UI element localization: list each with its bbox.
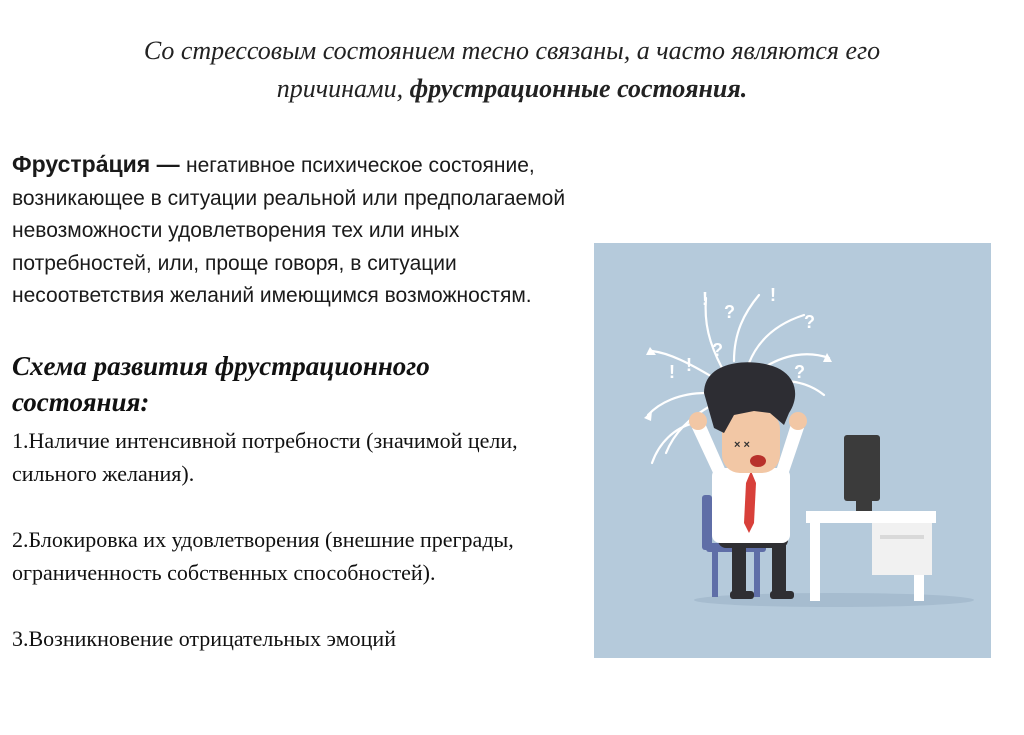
slide-heading (30, 32, 994, 108)
question-mark-2: ? (804, 312, 815, 332)
scheme-title: Схема развития фрустрационного состояния: (12, 351, 430, 417)
computer-monitor (844, 435, 880, 511)
definition-text: негативное психическое состояние, возникающее в ситуации реальной или предполагаемой невозможности удовлетворения тех или иных потребностей, или, проще говоря, в ситуации несоответствия желаний имеющимся возможностям. (12, 154, 566, 307)
person-torso (712, 468, 790, 543)
scheme-step-3: 3.Возникновение отрицательных эмоций (12, 626, 396, 651)
frustrated-office-worker-illustration (594, 243, 991, 658)
heading-line-2 (30, 70, 994, 108)
exclamation-mark-2: ! (770, 285, 776, 305)
heading-line-1: Со стрессовым состоянием тесно связаны, а часто являются его (143, 36, 881, 65)
question-mark-4: ? (794, 362, 805, 382)
svg-text:× ×: × × (734, 439, 750, 451)
exclamation-mark-3: ! (669, 362, 675, 382)
scheme-step-1: 1.Наличие интенсивной потребности (значимой цели, сильного желания). (12, 428, 518, 486)
exclamation-mark-1: ! (702, 289, 708, 309)
question-mark-3: ? (712, 340, 723, 360)
heading-bold-term: фрустрационные состояния. (409, 74, 748, 103)
scheme-steps (12, 424, 577, 688)
question-mark-1: ? (724, 302, 735, 322)
definition-term: Фрустра́ция (12, 151, 151, 177)
exclamation-mark-4: ! (686, 355, 692, 375)
heading-prefix: причинами, (276, 74, 410, 103)
scheme-step-2: 2.Блокировка их удовлетворения (внешние преграды, ограниченность собственных способностей). (12, 527, 514, 585)
frustration-definition (12, 148, 602, 313)
definition-dash: — (150, 151, 186, 177)
